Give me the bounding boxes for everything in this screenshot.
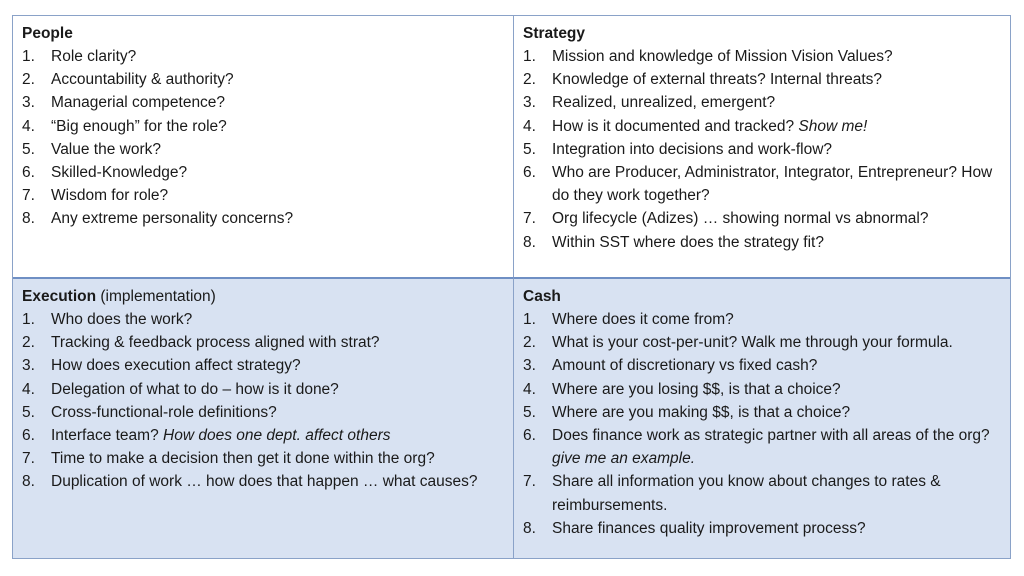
list-item xyxy=(523,115,1002,138)
list-item xyxy=(22,424,505,447)
item-emphasis: give me an example. xyxy=(552,450,696,468)
strategy-list xyxy=(523,45,1002,254)
people-heading xyxy=(22,22,505,45)
item-text: Duplication of work … how does that happen … what causes? xyxy=(51,473,478,491)
strategy-title: Strategy xyxy=(523,25,586,42)
item-number: 1. xyxy=(22,48,35,65)
item-text: Delegation of what to do – how is it done? xyxy=(51,380,339,398)
item-number: 6. xyxy=(22,427,35,445)
cash-quadrant xyxy=(513,277,1010,558)
item-text: Share all information you know about changes to rates & reimbursements. xyxy=(552,473,941,514)
strategy-heading xyxy=(523,22,1002,45)
item-emphasis: How does one dept. affect others xyxy=(163,427,391,445)
strategy-quadrant xyxy=(513,16,1010,277)
item-text: Accountability & authority? xyxy=(51,71,234,89)
item-number: 3. xyxy=(22,94,35,112)
item-text: Any extreme personality concerns? xyxy=(51,210,294,228)
item-text: Share finances quality improvement process? xyxy=(552,519,866,537)
item-number: 6. xyxy=(523,427,536,445)
list-item xyxy=(22,138,505,161)
item-number: 7. xyxy=(22,187,35,205)
item-number: 5. xyxy=(22,140,35,158)
item-emphasis: Show me! xyxy=(798,117,868,135)
item-text: Mission and knowledge of Mission Vision Values? xyxy=(552,48,893,65)
item-number: 1. xyxy=(523,311,536,328)
item-number: 4. xyxy=(523,380,536,398)
item-text: Within SST where does the strategy fit? xyxy=(552,233,824,251)
list-item xyxy=(523,401,1002,424)
item-text: “Big enough” for the role? xyxy=(51,117,227,135)
item-number: 8. xyxy=(523,233,536,251)
item-number: 2. xyxy=(523,334,536,352)
item-number: 5. xyxy=(523,403,536,421)
people-quadrant xyxy=(13,16,513,277)
item-number: 7. xyxy=(523,210,536,228)
item-number: 8. xyxy=(22,473,35,491)
list-item xyxy=(22,401,505,424)
list-item xyxy=(22,184,505,207)
people-title: People xyxy=(22,25,73,42)
item-text: Who does the work? xyxy=(51,311,193,328)
cash-heading xyxy=(523,285,1002,308)
list-item xyxy=(523,161,1002,207)
item-number: 8. xyxy=(22,210,35,228)
item-text: Does finance work as strategic partner with all areas of the org? xyxy=(552,427,990,445)
list-item xyxy=(22,207,505,230)
item-number: 6. xyxy=(22,164,35,182)
execution-quadrant xyxy=(13,277,513,558)
item-number: 8. xyxy=(523,519,536,537)
item-number: 4. xyxy=(523,117,536,135)
item-text: Where does it come from? xyxy=(552,311,734,328)
people-list xyxy=(22,45,505,231)
item-number: 3. xyxy=(523,94,536,112)
list-item xyxy=(22,45,505,68)
item-text: Amount of discretionary vs fixed cash? xyxy=(552,357,818,375)
item-number: 5. xyxy=(22,403,35,421)
item-text: How does execution affect strategy? xyxy=(51,357,301,375)
list-item xyxy=(523,68,1002,91)
list-item xyxy=(523,45,1002,68)
item-number: 3. xyxy=(523,357,536,375)
list-item xyxy=(22,68,505,91)
item-text: What is your cost-per-unit? Walk me through your formula. xyxy=(552,334,953,352)
item-number: 1. xyxy=(523,48,536,65)
list-item xyxy=(523,424,1002,470)
item-number: 2. xyxy=(523,71,536,89)
item-text: Realized, unrealized, emergent? xyxy=(552,94,776,112)
item-text: Tracking & feedback process aligned with strat? xyxy=(51,334,380,352)
item-number: 7. xyxy=(22,450,35,468)
item-text: Wisdom for role? xyxy=(51,187,169,205)
execution-subtitle: (implementation) xyxy=(96,288,216,305)
item-text: Interface team? xyxy=(51,427,164,445)
item-text: Managerial competence? xyxy=(51,94,226,112)
item-text: Integration into decisions and work-flow? xyxy=(552,140,833,158)
item-text: Cross-functional-role definitions? xyxy=(51,403,277,421)
item-number: 7. xyxy=(523,473,536,491)
item-text: Who are Producer, Administrator, Integrator, Entrepreneur? How do they work together? xyxy=(552,164,993,205)
list-item xyxy=(523,331,1002,354)
list-item xyxy=(523,378,1002,401)
item-number: 5. xyxy=(523,140,536,158)
item-text: Time to make a decision then get it done within the org? xyxy=(51,450,435,468)
item-number: 1. xyxy=(22,311,35,328)
item-text: How is it documented and tracked? xyxy=(552,117,799,135)
item-number: 6. xyxy=(523,164,536,182)
item-number: 3. xyxy=(22,357,35,375)
item-number: 2. xyxy=(22,334,35,352)
cash-list xyxy=(523,308,1002,540)
item-number: 4. xyxy=(22,117,35,135)
list-item xyxy=(22,331,505,354)
list-item xyxy=(523,517,1002,540)
list-item xyxy=(22,308,505,331)
list-item xyxy=(22,354,505,377)
item-number: 4. xyxy=(22,380,35,398)
list-item xyxy=(22,115,505,138)
list-item xyxy=(523,231,1002,254)
list-item xyxy=(22,447,505,470)
list-item xyxy=(523,207,1002,230)
list-item xyxy=(523,354,1002,377)
list-item xyxy=(523,91,1002,114)
item-text: Org lifecycle (Adizes) … showing normal vs abnormal? xyxy=(552,210,929,228)
list-item xyxy=(523,138,1002,161)
item-text: Value the work? xyxy=(51,140,161,158)
cash-title: Cash xyxy=(523,288,561,305)
item-text: Knowledge of external threats? Internal threats? xyxy=(552,71,883,89)
item-text: Where are you losing $$, is that a choice? xyxy=(552,380,841,398)
execution-list xyxy=(22,308,505,494)
question-grid xyxy=(12,15,1011,559)
list-item xyxy=(523,470,1002,516)
item-text: Where are you making $$, is that a choice? xyxy=(552,403,851,421)
list-item xyxy=(22,470,505,493)
execution-title: Execution xyxy=(22,288,97,305)
item-text: Role clarity? xyxy=(51,48,137,65)
execution-heading xyxy=(22,285,505,308)
list-item xyxy=(22,378,505,401)
list-item xyxy=(523,308,1002,331)
list-item xyxy=(22,91,505,114)
item-number: 2. xyxy=(22,71,35,89)
item-text: Skilled-Knowledge? xyxy=(51,164,188,182)
list-item xyxy=(22,161,505,184)
